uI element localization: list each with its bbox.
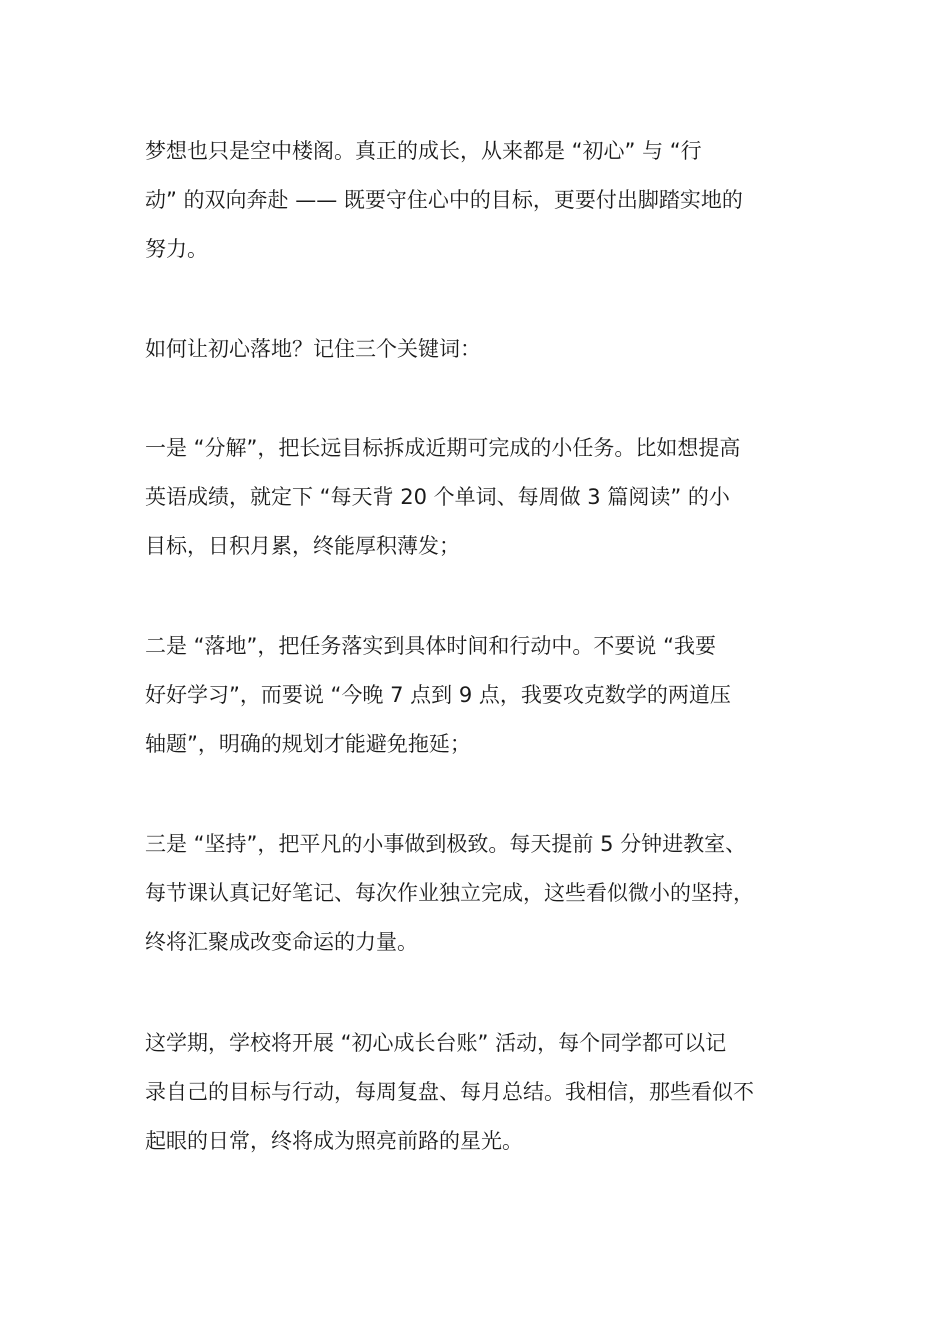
paragraph-keywords-intro — [145, 325, 815, 374]
paragraph-keyword-decompose — [145, 424, 815, 571]
text-line: 动” 的双向奔赴 —— 既要守住心中的目标，更要付出脚踏实地的 — [145, 188, 743, 212]
paragraph-growth-ledger — [145, 1019, 815, 1166]
paragraph-dream-action — [145, 127, 815, 274]
text-line: 轴题”，明确的规划才能避免拖延； — [145, 732, 471, 756]
text-line: 英语成绩，就定下 “每天背 20 个单词、每周做 3 篇阅读” 的小 — [145, 485, 730, 509]
text-line: 二是 “落地”，把任务落实到具体时间和行动中。不要说 “我要 — [145, 634, 716, 658]
paragraph-keyword-persist — [145, 820, 815, 967]
text-line: 如何让初心落地？记住三个关键词： — [145, 337, 481, 361]
text-line: 录自己的目标与行动，每周复盘、每月总结。我相信，那些看似不 — [145, 1080, 754, 1104]
text-line: 三是 “坚持”，把平凡的小事做到极致。每天提前 5 分钟进教室、 — [145, 832, 747, 856]
text-line: 目标，日积月累，终能厚积薄发； — [145, 534, 460, 558]
text-line: 每节课认真记好笔记、每次作业独立完成，这些看似微小的坚持， — [145, 881, 754, 905]
text-line: 一是 “分解”，把长远目标拆成近期可完成的小任务。比如想提高 — [145, 436, 741, 460]
text-line: 终将汇聚成改变命运的力量。 — [145, 930, 418, 954]
text-line: 这学期，学校将开展 “初心成长台账” 活动，每个同学都可以记 — [145, 1031, 727, 1055]
text-line: 好好学习”，而要说 “今晚 7 点到 9 点，我要攻克数学的两道压 — [145, 683, 731, 707]
paragraph-keyword-implement — [145, 622, 815, 769]
text-line: 起眼的日常，终将成为照亮前路的星光。 — [145, 1129, 523, 1153]
text-line: 努力。 — [145, 237, 208, 261]
text-line: 梦想也只是空中楼阁。真正的成长，从来都是 “初心” 与 “行 — [145, 139, 702, 163]
